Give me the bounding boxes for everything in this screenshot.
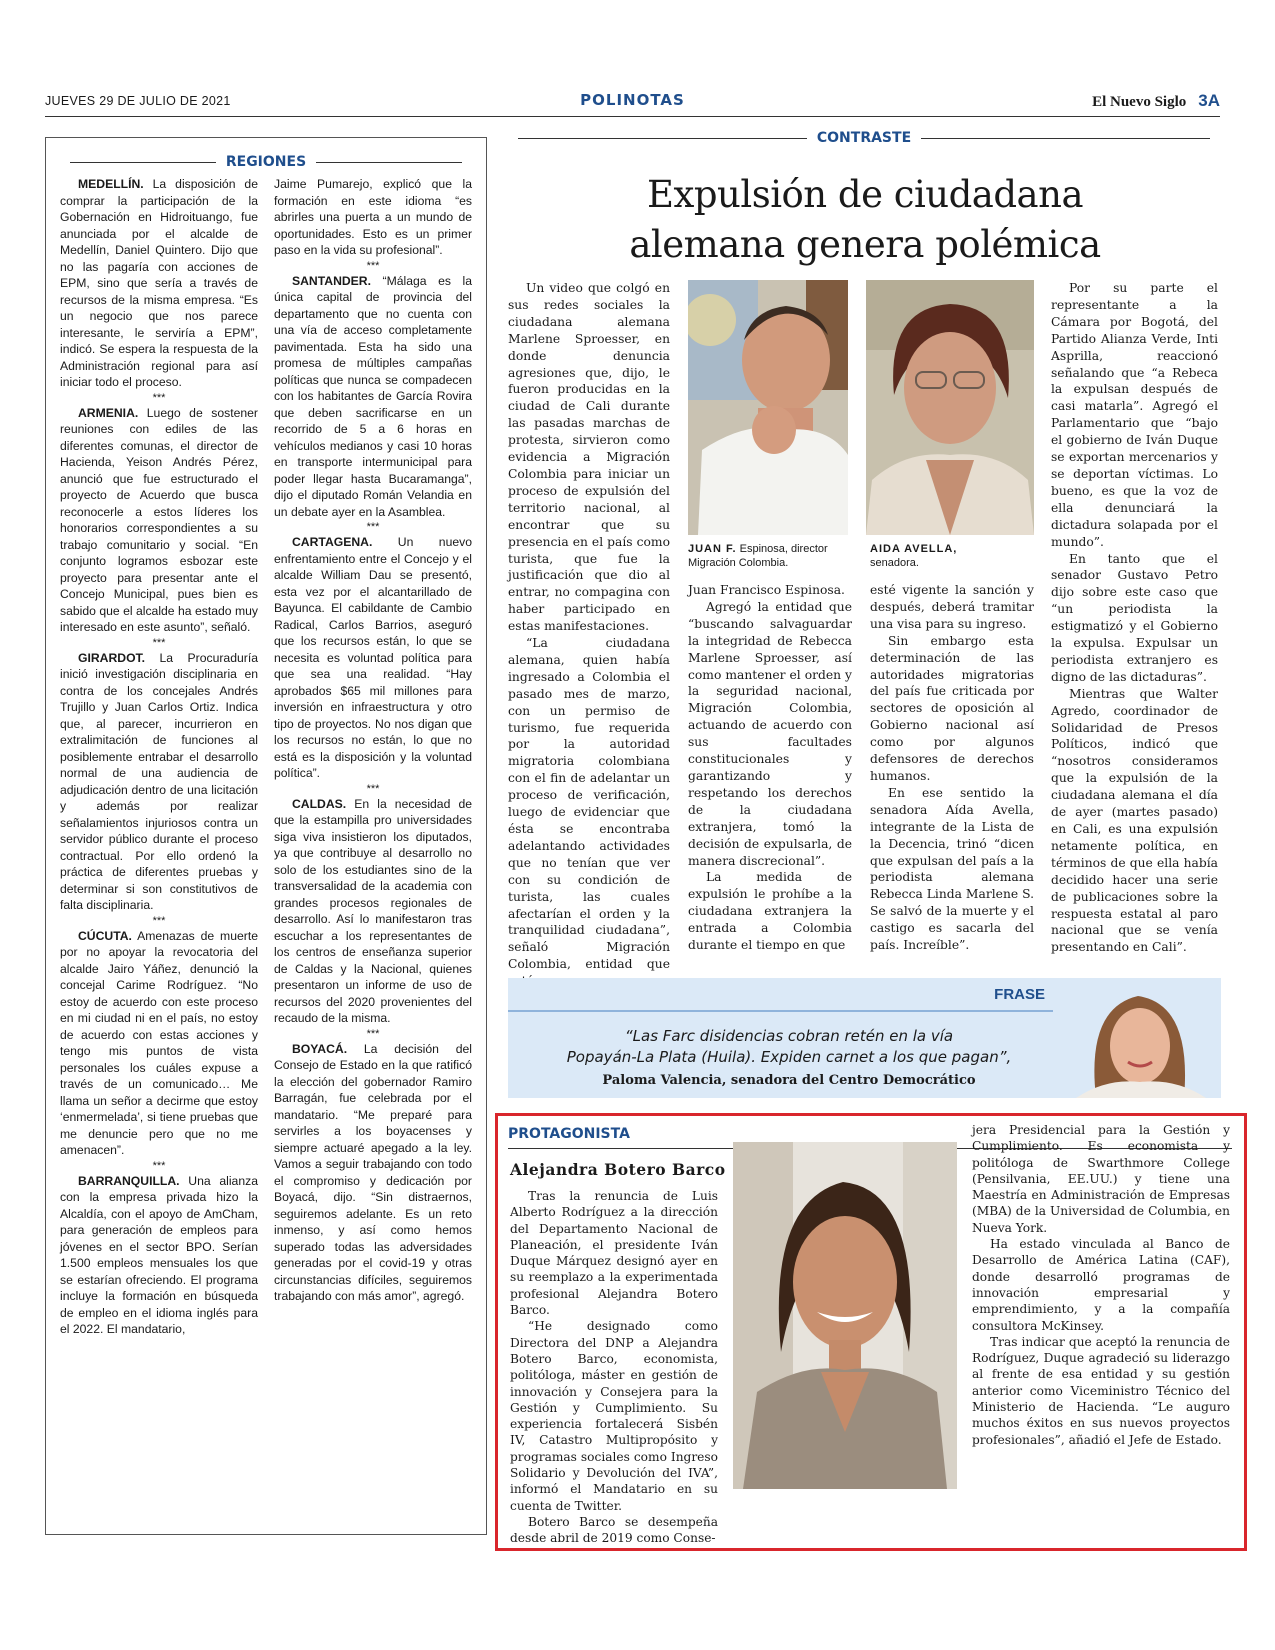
regional-item-text: Jaime Pumarejo, explicó que la formación en este idioma “es abrirles una puerta a un mundo de oportunidades. Esto es un primer paso en la vida su profesional”.: [274, 177, 472, 257]
regiones-column-1: [60, 176, 258, 1338]
article-column-1: [508, 280, 670, 1007]
regional-item-city: CARTAGENA.: [292, 535, 373, 549]
photo-paloma-valencia: [1056, 978, 1221, 1098]
regional-item-text: La decisión del Consejo de Estado en la que ratificó la elección del gobernador Ramiro Barragán, fue celebrada por el mandatario. “Me preparé para servirles a los boyacenses y siempre actuaré apegado a la ley. Vamos a seguir trabajando con todo el compromiso y dedicación por Boyacá, dijo. “Sin distraernos, seguiremos adelante. Es un reto inmenso, y así como hemos superado todas las adversidades generadas por el covid-19 y otras circunstancias difíciles, seguiremos trabajando con más amor”, agregó.: [274, 1041, 472, 1303]
regional-item-city: CÚCUTA.: [78, 928, 132, 943]
paragraph: Mientras que Walter Agredo, coordinador de Solidaridad de Presos Políticos, indicó que “nosotros consideramos que la expulsión de la ciudadana alemana el día de ayer (martes pasado) en Cali, es una expulsión netamente política, en términos de que ella había decidido hacer una serie de publicaciones sobre la respuesta estatal al paro nacional que se venía presentando en Cali”.: [1051, 686, 1218, 955]
regional-item: [274, 534, 472, 782]
masthead-rule: [45, 116, 1220, 117]
regional-item-text: Un nuevo enfrentamiento entre el Concejo y el alcalde William Dau se presentó, esta vez por el alcantarillado de Bayunca. El cabildante de Cambio Radical, Carlos Barrios, aseguró que los recursos están, lo que se necesita es voluntad política para que sea una realidad. “Hay aprobados $65 mil millones para inversión en infraestructura y otro tipo de proyectos. No nos digan que los recursos no están, lo que no está es la disposición y la voluntad política”.: [274, 535, 472, 780]
regional-item-text: La Procuraduría inició investigación disciplinaria en contra de los concejales Andrés Trujillo y Juan Carlos Ortiz. Indica que, al parecer, incurrieron en extralimitación de funciones al posiblemente entrabar el desarrollo normal de una audiencia de adjudicación dentro de una licitación y además por realizar señalamientos injuriosos contra un servidor público durante el proceso contractual. Por ello ordenó la práctica de diferentes pruebas y determinar si son constitutivos de falta disciplinaria.: [60, 650, 258, 912]
paragraph: Juan Francisco Espinosa.: [688, 583, 845, 597]
paragraph: Tras la renuncia de Luis Alberto Rodríguez a la dirección del Departamento Nacional de Planeación, el presidente Iván Duque Márquez designó ayer en su reemplazo a la experimentada profesional Alejandra Botero Barco.: [510, 1189, 718, 1318]
newspaper-name: El Nuevo Siglo: [1092, 94, 1187, 110]
article-column-3: [870, 582, 1034, 954]
regional-item-text: Luego de sostener reuniones con ediles de las diferentes comunas, el director de Hacienda, Yeison Andrés Pérez, anunció que fue estructurado el proyecto de Acuerdo que busca reconocerle a estos líderes los honorarios correspondientes a su trabajo comunitario y social. “En conjunto logramos esbozar este proyecto para presentar ante el Concejo Municipal, pues bien es sabido que el alcalde ha estado muy interesado en este asunto”, señaló.: [60, 405, 258, 634]
paragraph: jera Presidencial para la Gestión y Cumplimiento. Es economista y politóloga de Swarthmore College (Pensilvania, EE.UU.) y tiene una Maestría en Administración de Empresas (MBA) de la Universidad de Columbia, en Nueva York.: [972, 1123, 1230, 1235]
frase-title: FRASE: [994, 986, 1045, 1003]
separator-stars: ***: [366, 782, 380, 795]
article-headline: Expulsión de ciudadana alemana genera polémica: [629, 173, 1101, 266]
protagonista-column-1: [510, 1188, 718, 1547]
regional-item: [274, 176, 472, 259]
paragraph: Agregó la entidad que “buscando salvaguardar la integridad de Rebecca Marlene Sproesser, así como mantener el orden y la seguridad nacional, Migración Colombia, actuando de acuerdo con sus facultades constitucionales y garantizando y respetando los derechos de la ciudadana extranjera, tomó la decisión de expulsarla, de manera discrecional”.: [688, 599, 852, 868]
regional-item-city: BARRANQUILLA.: [78, 1173, 180, 1188]
regional-item-city: CALDAS.: [292, 796, 347, 811]
paragraph: “He designado como Directora del DNP a Alejandra Botero Barco, economista, politóloga, máster en gestión de innovación y Consejera para la Gestión y Cumplimiento. Su experiencia fortalecerá Sisbén IV, Catastro Multipropósito y programas sociales como Ingreso Solidario y Devolución del IVA”, informó el Mandatario en su cuenta de Twitter.: [510, 1319, 718, 1513]
newspaper-brand: [1092, 91, 1220, 111]
regional-item-city: SANTANDER.: [292, 273, 371, 288]
protagonista-column-2: [972, 1122, 1230, 1448]
regional-item-text: Una alianza con la empresa privada hizo la Alcaldía, con el apoyo de AmCham, para generación de empleos para jóvenes en el sector BPO. Serían 1.500 empleos mensuales los que se estarían ofreciendo. El programa incluye la formación en búsqueda de empleo en el idioma inglés para el 2022. El mandatario,: [60, 1173, 258, 1336]
regional-item-city: ARMENIA.: [78, 405, 139, 420]
protagonista-name: Alejandra Botero Barco: [510, 1160, 726, 1179]
masthead: [45, 91, 1220, 115]
paragraph: “La ciudadana alemana, quien había ingresado a Colombia el pasado mes de marzo, con un permiso de turismo, fue requerida por la autoridad migratoria colombiana con el fin de adelantar un proceso de verificación, luego de evidenciar que ésta se encontraba adelantando actividades que no tenían que ver con su condición de turista, las cuales afectarían el orden y la tranquilidad ciudadana”, señaló Migración Colombia, entidad que: [508, 636, 670, 972]
separator-stars: ***: [152, 1159, 166, 1172]
caption-aida-avella: AIDA AVELLA, senadora.: [870, 543, 958, 569]
paragraph: Por su parte el representante a la Cámara por Bogotá, del Partido Alianza Verde, Inti Asprilla, reaccionó señalando que “a Rebeca la expulsan después de casi matarla”. Agregó el Parlamentario que “bajo el gobierno de Iván Duque se exportan mercenarios y se deportan víctimas. Lo bueno, es que la voz de ella denunciará la dictadura solapada por el mundo”.: [1051, 281, 1218, 549]
regional-item: [60, 176, 258, 391]
regional-item-city: BOYACÁ.: [292, 1041, 348, 1056]
regional-item-text: La disposición de comprar la participación de la Gobernación en Hidroituango, fue anunciada por el alcalde de Medellín, Daniel Quintero. Dijo que no las pagaría con acciones de EPM, sino que sería a través de recursos de la misma empresa. “Es un negocio que nos parece interesante, le serviría a EPM”, indicó. Se espera la respuesta de la Administración regional para así iniciar todo el proceso.: [60, 177, 258, 389]
article-column-4: [1051, 280, 1218, 956]
photo-aida-avella: [866, 280, 1034, 535]
protagonista-box: [495, 1113, 1247, 1551]
regional-item-city: GIRARDOT.: [78, 650, 146, 665]
paragraph: La medida de expulsión le prohíbe a la ciudadana extranjera la entrada a Colombia durante el tiempo en que: [688, 870, 852, 953]
separator-stars: ***: [366, 1027, 380, 1040]
frase-rule: [508, 1010, 1053, 1012]
photo-alejandra-botero: [733, 1142, 957, 1489]
photo-juan-espinosa: [688, 280, 848, 535]
paragraph: Un video que colgó en sus redes sociales la ciudadana alemana Marlene Sproesser, en donde denuncia agresiones que, dijo, le fueron producidas en la ciudad de Cali durante las pasadas marchas de protesta, sirvieron como evidencia a Migración Colombia para iniciar un proceso de expulsión del territorio nacional, al encontrar que su presencia en el país como turista, que fue la justificación que dio al entrar, no compagina con haber participado en estas manifestaciones.: [508, 281, 670, 634]
regional-item-text: En la necesidad de que la estampilla pro universidades siga viva insistieron los diputados, ya que contribuye al desarrollo no solo de los estudiantes sino de la transversalidad de la academia con grandes procesos regionales de desarrollo. Así lo manifestaron tras escuchar a los representantes de los centros de enseñanza superior de Caldas y la Nacional, quienes presentaron un informe de uso de recursos del 2020 provenientes del recaudo de la misma.: [274, 796, 472, 1025]
regional-item: [274, 796, 472, 1027]
contraste-kicker: CONTRASTE: [508, 130, 1220, 146]
paragraph: Botero Barco se desempeña desde abril de 2019 como Conse-: [510, 1514, 718, 1546]
regional-item: [60, 928, 258, 1159]
paragraph: En tanto que el senador Gustavo Petro dijo sobre este caso que “un periodista la estigmatizó y el Gobierno la expulsa. Expulsar un periodista extranjero es digno de las dictaduras”.: [1051, 551, 1218, 684]
paragraph: esté vigente la sanción y después, deberá tramitar una visa para su ingreso.: [870, 583, 1034, 631]
regional-item-text: “Málaga es la única capital de provincia del departamento que no cuenta con una vía de acceso completamente pavimentada. Esta ha sido una promesa de múltiples campañas políticas que nunca se compadecen con los habitantes de García Rovira que deben sacrificarse en un recorrido de 5 a 6 horas en vehículos medianos y casi 10 horas en transporte intermunicipal para poder llegar hasta Bucaramanga”, dijo el diputado Román Velandia en un debate ayer en la Asamblea.: [274, 273, 472, 519]
page-number: 3A: [1198, 91, 1220, 110]
caption-juan-espinosa: JUAN F. Espinosa, director Migración Colombia.: [688, 543, 828, 569]
regiones-column-2: [274, 176, 472, 1338]
regiones-box: [45, 137, 487, 1535]
issue-date: JUEVES 29 DE JULIO DE 2021: [45, 94, 231, 108]
regiones-title: REGIONES: [60, 154, 472, 170]
paragraph: En ese sentido la senadora Aída Avella, integrante de la Lista de la Decencia, trinó “dicen que expulsan del país a la periodista alemana Rebecca Linda Marlene S. Se salvó de la muerte y el castigo es sacarla del país. Increíble”.: [870, 785, 1034, 953]
paragraph: Ha estado vinculada al Banco de Desarrollo de América Latina (CAF), donde desarrolló programas de innovación empresarial y emprendimiento, y a la compañía consultora McKinsey.: [972, 1237, 1230, 1333]
section-title: POLINOTAS: [580, 91, 685, 109]
protagonista-label: PROTAGONISTA: [508, 1126, 630, 1142]
regional-item: [60, 405, 258, 636]
regional-item: [274, 273, 472, 521]
frase-quote: “Las Farc disidencias cobran retén en la vía Popayán-La Plata (Huila). Expiden carnet a los que pagan”,: [566, 1027, 1012, 1066]
frase-author: Paloma Valencia, senadora del Centro Democrático: [602, 1073, 976, 1088]
separator-stars: ***: [366, 259, 380, 272]
separator-stars: ***: [152, 914, 166, 927]
paragraph: Tras indicar que aceptó la renuncia de Rodríguez, Duque agradeció su liderazgo al frente de esa entidad y su gestión anterior como Viceministro Técnico del Ministerio de Hacienda. “Le auguro muchos éxitos en sus nuevos proyectos profesionales”, añadió el Jefe de Estado.: [972, 1334, 1230, 1447]
regional-item-text: Amenazas de muerte por no apoyar la revocatoria del alcalde Jairo Yáñez, denunció la concejal Carime Rodríguez. “No estoy de acuerdo con este proceso en mi ciudad ni en el país, no estoy de acuerdo con estas acciones y tengo mis puntos de vista personales los cuáles expuse a través de un comunicado… Me llama un señor a decirme que estoy ‘enmermelada’, si tiene pruebas que me denuncie pero que no me amenacen”.: [60, 928, 258, 1157]
frase-box: [508, 978, 1221, 1098]
regional-item: [60, 650, 258, 914]
article-column-2: [688, 582, 852, 954]
paragraph: Sin embargo esta determinación de las autoridades migratorias del país fue criticada por sectores de oposición al Gobierno nacional así como por algunos defensores de derechos humanos.: [870, 633, 1034, 783]
regional-item-city: MEDELLÍN.: [78, 177, 144, 191]
regional-item: [274, 1041, 472, 1305]
separator-stars: ***: [152, 391, 166, 404]
separator-stars: ***: [366, 521, 380, 533]
regional-item: [60, 1173, 258, 1338]
separator-stars: ***: [152, 636, 166, 649]
